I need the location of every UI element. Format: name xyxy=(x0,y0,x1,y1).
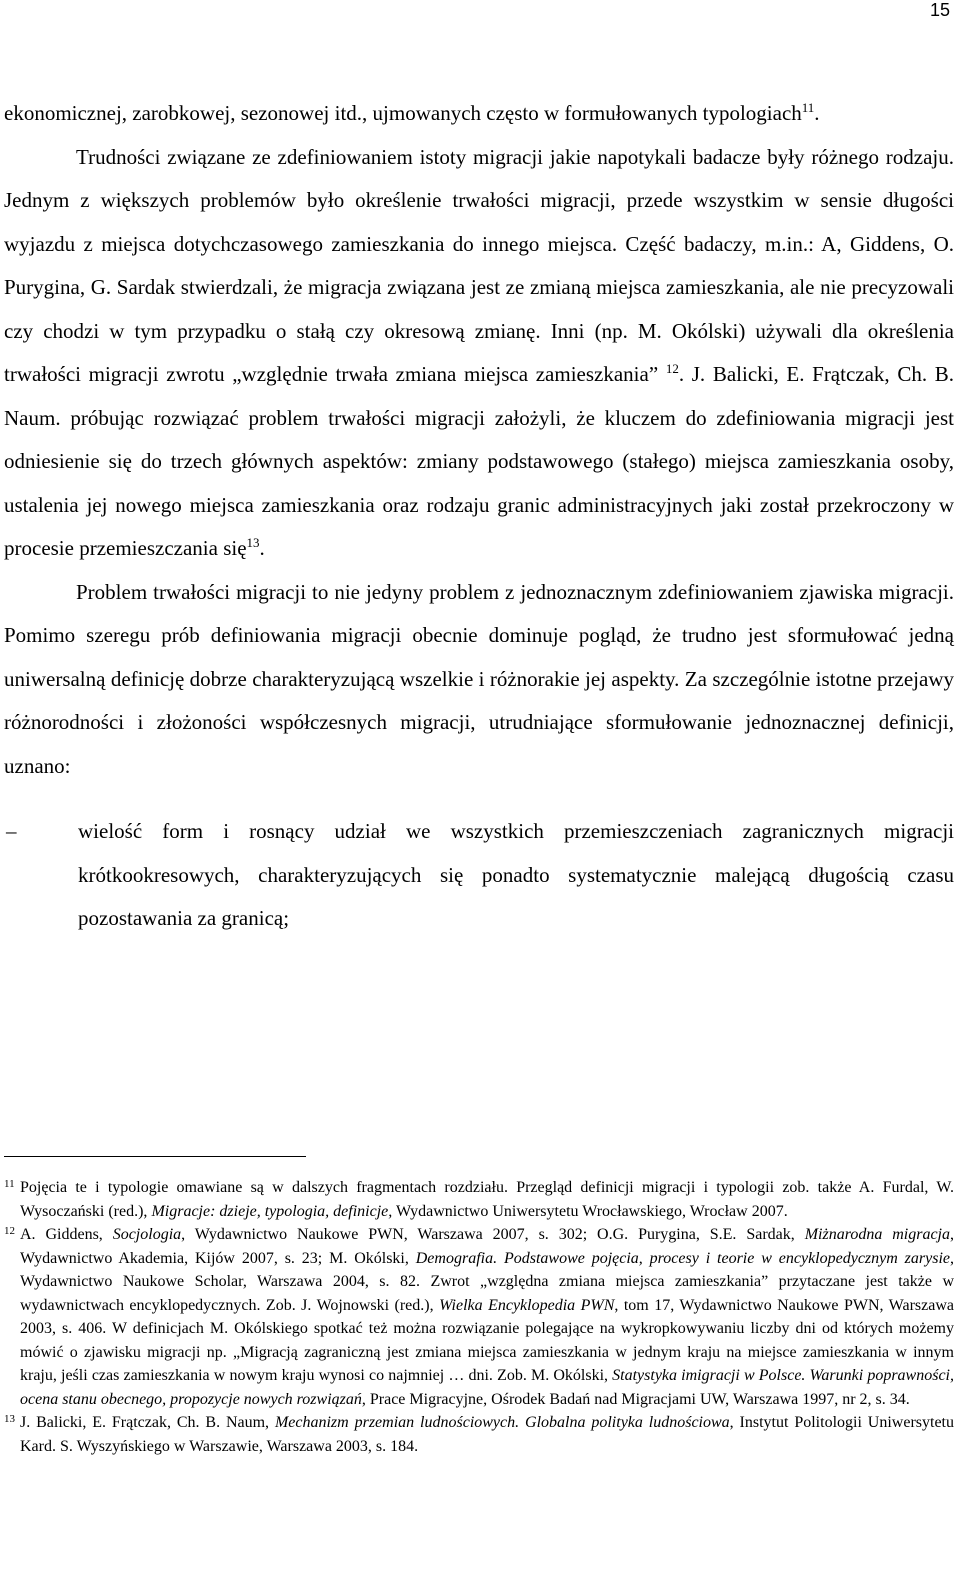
footnote-12-text-f: , Prace Migracyjne, Ośrodek Badań nad Migracjami UW, Warszawa 1997, nr 2, s. 34. xyxy=(361,1390,910,1408)
footnote-12-text-d: , Wydawnictwo Naukowe Scholar, Warszawa 2004, s. 82. Zwrot „względna zmiana miejsca zamieszkania” przytaczane jest także w wydawnictwach encyklopedycznych. Zob. J. Wojnowski (red.), xyxy=(20,1249,954,1314)
footnote-11-text-b: Wydawnictwo Uniwersytetu Wrocławskiego, Wrocław 2007. xyxy=(392,1202,788,1220)
footnote-ref-13: 13 xyxy=(246,535,260,550)
paragraph-2-text-a: Trudności związane ze zdefiniowaniem istoty migracji jakie napotykali badacze były różnego rodzaju. Jednym z większych problemów było określenie trwałości migracji, przede wszystkim w sensie długości wyjazdu z miejsca dotychczasowego zamieszkania do innego miejsca. Część badaczy, m.in.: A, Giddens, O. Purygina, G. Sardak stwierdzali, że migracja związana jest ze zmianą miejsca zamieszkania, ale nie precyzowali czy chodzi w tym przypadku o stałą czy okresową zmianę. Inni (np. M. Okólski) używali dla określenia trwałości migracji zwrotu „względnie trwała zmiana miejsca zamieszkania” xyxy=(4,144,954,386)
footnote-12-title-2: Miżnarodna migracja xyxy=(804,1226,951,1243)
footnote-12-text-e: , tom 17, Wydawnictwo Naukowe PWN, Warszawa 2003, s. 406. W definicjach M. Okólskiego spotkać też można rozwiązanie polegające na wykropkowywaniu liczby dni od których możemy mówić o zjawisku migracji np. „Migracją zagraniczną jest zmiana miejsca zamieszkania w jednym kraju na miejsce zamieszkania w innym kraju, jeśli czas zamieszkania w nowym kraju wynosi co najmniej … dni. Zob. M. Okólski, xyxy=(20,1296,955,1384)
paragraph-1-text: ekonomicznej, zarobkowej, sezonowej itd., ujmowanych często w formułowanych typologiach xyxy=(4,101,802,125)
footnote-11-title: Migracje: dzieje, typologia, definicje, xyxy=(151,1202,393,1220)
list-item xyxy=(4,810,954,941)
footnote-separator xyxy=(4,1156,306,1157)
paragraph-1-end: . xyxy=(814,101,820,125)
footnote-11-mark: 11 xyxy=(4,1178,15,1190)
footnote-12-title-1: Socjologia xyxy=(112,1226,182,1243)
paragraph-2-end: . xyxy=(259,536,265,560)
footnote-12-text-c: , Wydawnictwo Akademia, Kijów 2007, s. 23; M. Okólski, xyxy=(20,1226,955,1267)
footnote-13-title-1: Mechanizm przemian ludnościowych. Globalna polityka ludnościowa xyxy=(274,1414,730,1431)
footnote-12-title-4: Wielka Encyklopedia PWN xyxy=(439,1296,615,1314)
list-bullet: – xyxy=(6,819,17,843)
footnote-ref-12: 12 xyxy=(665,361,679,376)
list-item-text: wielość form i rosnący udział we wszystkich przemieszczeniach zagranicznych migracji krótkookresowych, charakteryzujących się ponadto systematycznie malejącą długością czasu pozostawania za granicą; xyxy=(78,819,954,930)
page-number: 15 xyxy=(929,0,950,20)
footnote-12-text-b: , Wydawnictwo Naukowe PWN, Warszawa 2007, s. 302; O.G. Purygina, S.E. Sardak, xyxy=(181,1226,805,1243)
footnote-12-title-3: Demografia. Podstawowe pojęcia, procesy i teorie w encyklopedycznym zarysie xyxy=(415,1249,950,1267)
footnote-12-title-5: Statystyka imigracji w Polsce. Warunki poprawności, ocena stanu obecnego, propozycje nowych rozwiązań xyxy=(20,1367,954,1408)
paragraph-2 xyxy=(4,136,954,571)
paragraph-3: Problem trwałości migracji to nie jedyny problem z jednoznacznym zdefiniowaniem zjawiska migracji. Pomimo szeregu prób definiowania migracji obecnie dominuje pogląd, że trudno jest sformułować jedną uniwersalną definicję dobrze charakteryzującą wszelkie i różnorakie jej aspekty. Za szczególnie istotne przejawy różnorodności i złożoności współczesnych migracji, utrudniające sformułowanie jednoznacznej definicji, uznano: xyxy=(4,579,954,778)
footnotes xyxy=(4,1176,954,1458)
body-text xyxy=(4,92,954,941)
footnote-12 xyxy=(4,1223,954,1411)
footnote-12-mark: 12 xyxy=(4,1225,15,1237)
paragraph-2-text-b: . J. Balicki, E. Frątczak, Ch. B. Naum. próbując rozwiązać problem trwałości migracji założyli, że kluczem do zdefiniowania migracji jest odniesienie się do trzech głównych aspektów: zmiany podstawowego (stałego) miejsca zamieszkania osoby, ustalenia jej nowego miejsca zamieszkania oraz rodzaju granic administracyjnych jaki został przekroczony w procesie przemieszczania się xyxy=(4,362,955,560)
footnote-11 xyxy=(4,1176,954,1223)
footnote-11-text-a: Pojęcia te i typologie omawiane są w dalszych fragmentach rozdziału. Przegląd definicji migracji i typologii zob. także A. Furdal, W. Wysoczański (red.), xyxy=(20,1179,954,1220)
footnote-13-text-b: , Instytut Politologii Uniwersytetu Kard. S. Wyszyńskiego w Warszawie, Warszawa 2003, s. 184. xyxy=(20,1414,954,1455)
footnote-13-mark: 13 xyxy=(4,1413,15,1425)
footnote-ref-11: 11 xyxy=(801,100,815,115)
paragraph-1 xyxy=(4,92,954,136)
footnote-13-text-a: J. Balicki, E. Frątczak, Ch. B. Naum, xyxy=(20,1414,275,1431)
footnote-13 xyxy=(4,1411,954,1458)
footnote-12-text-a: A. Giddens, xyxy=(20,1226,113,1243)
